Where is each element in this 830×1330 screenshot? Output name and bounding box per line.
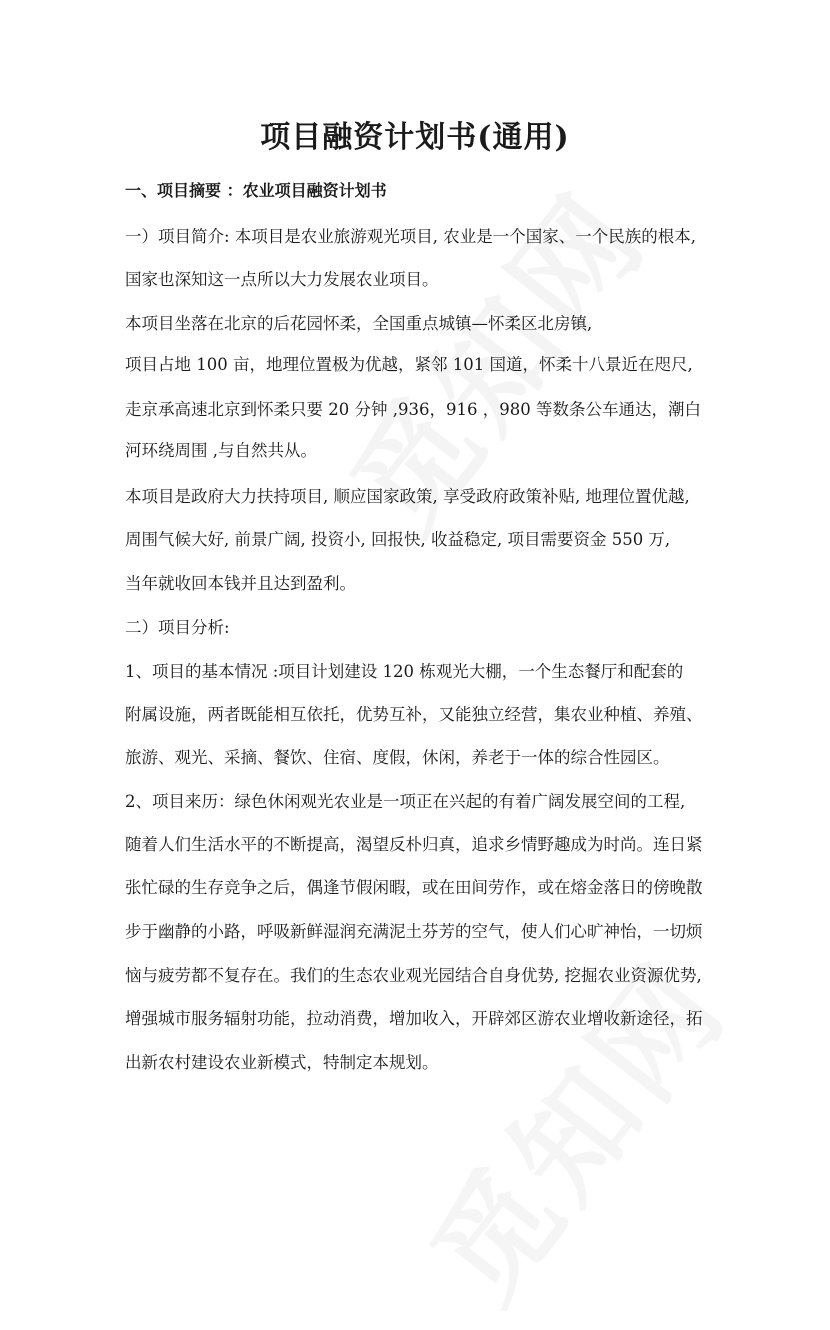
paragraph-line: 河环绕周围 ,与自然共从。 xyxy=(125,441,317,460)
paragraph-line: 国家也深知这一点所以大力发展农业项目。 xyxy=(125,270,439,289)
paragraph-line: 一）项目简介: 本项目是农业旅游观光项目, 农业是一个国家、一个民族的根本, xyxy=(125,227,697,246)
paragraph-line: 走京承高速北京到怀柔只要 20 分钟 ,936，916 ，980 等数条公车通达，潮白 xyxy=(125,400,701,419)
paragraph-line: 本项目是政府大力扶持项目, 顺应国家政策, 享受政府政策补贴, 地理位置优越, xyxy=(125,487,690,506)
paragraph-line: 随着人们生活水平的不断提高，渴望反朴归真，追求乡情野趣成为时尚。连日紧 xyxy=(125,835,703,854)
section-heading-summary: 一、项目摘要 ：农业项目融资计划书 xyxy=(125,181,387,200)
paragraph-line: 项目占地 100 亩，地理位置极为优越，紧邻 101 国道，怀柔十八景近在咫尺, xyxy=(125,355,693,374)
paragraph-line: 1、项目的基本情况 :项目计划建设 120 栋观光大棚，一个生态餐厅和配套的 xyxy=(125,662,684,681)
document-title: 项目融资计划书(通用) xyxy=(260,120,570,155)
paragraph-line: 恼与疲劳都不复存在。我们的生态农业观光园结合自身优势, 挖掘农业资源优势, xyxy=(125,966,702,985)
paragraph-line: 出新农村建设农业新模式，特制定本规划。 xyxy=(125,1053,439,1072)
paragraph-line: 周围气候大好, 前景广阔, 投资小, 回报快, 收益稳定, 项目需要资金 550 万, xyxy=(125,530,671,549)
paragraph-line: 当年就收回本钱并且达到盈利。 xyxy=(125,574,356,593)
paragraph-line: 增强城市服务辐射功能，拉动消费，增加收入，开辟郊区游农业增收新途径，拓 xyxy=(125,1009,703,1028)
section-heading-analysis: 二）项目分析: xyxy=(125,618,230,637)
paragraph-line: 附属设施，两者既能相互依托，优势互补，又能独立经营，集农业种植、养殖、 xyxy=(125,705,703,724)
paragraph-line: 步于幽静的小路，呼吸新鲜湿润充满泥土芬芳的空气，使人们心旷神怡，一切烦 xyxy=(125,922,703,941)
paragraph-line: 2、项目来历：绿色休闲观光农业是一项正在兴起的有着广阔发展空间的工程, xyxy=(125,792,686,811)
paragraph-line: 本项目坐落在北京的后花园怀柔，全国重点城镇—怀柔区北房镇, xyxy=(125,314,593,333)
paragraph-line: 张忙碌的生存竞争之后，偶逢节假闲暇，或在田间劳作，或在熔金落日的傍晚散 xyxy=(125,878,703,897)
paragraph-line: 旅游、观光、采摘、餐饮、住宿、度假，休闲，养老于一体的综合性园区。 xyxy=(125,748,670,767)
